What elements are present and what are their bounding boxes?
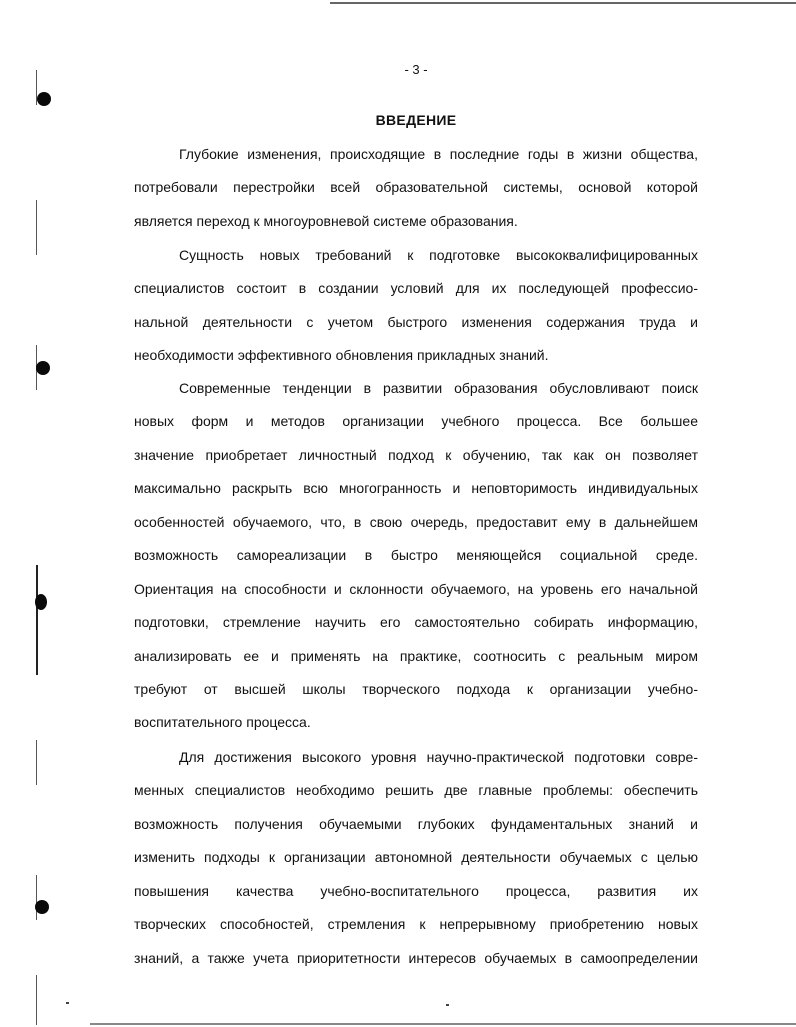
margin-line [36, 565, 38, 675]
text-line: творческих способностей, стремления к непрерывному приобретению новых [134, 916, 698, 933]
text-line: нальной деятельности с учетом быстрого изменения содержания труда и [134, 313, 698, 330]
scan-edge-bottom [90, 1023, 796, 1025]
section-heading: ВВЕДЕНИЕ [375, 112, 457, 128]
text-line: требуют от высшей школы творческого подхода к организации учебно- [134, 680, 698, 697]
punch-hole [35, 594, 47, 610]
margin-line [36, 975, 37, 1025]
text-line: Ориентация на способности и склонности обучаемого, на уровень его начальной [134, 580, 698, 597]
paragraph [134, 138, 698, 238]
text-line: Современные тенденции в развитии образования обусловливают поиск [179, 380, 698, 396]
text-line: является переход к многоуровневой системе образования. [134, 212, 518, 229]
scan-speck [446, 1004, 449, 1006]
text-line: возможность самореализации в быстро меняющейся социальной среде. [134, 547, 698, 564]
text-line: знаний, а также учета приоритетности интересов обучаемых в самоопределении [134, 949, 698, 966]
text-line: подготовки, стремление научить его самостоятельно собирать информацию, [134, 614, 698, 631]
text-line: Сущность новых требований к подготовке высококвалифицированных [179, 247, 698, 263]
text-line: анализировать ее и применять на практике, соотносить с реальным миром [134, 647, 698, 664]
text-line: Для достижения высокого уровня научно-практической подготовки совре- [179, 749, 698, 765]
margin-line [36, 200, 37, 255]
margin-line [36, 875, 37, 920]
text-line: необходимости эффективного обновления прикладных знаний. [134, 347, 549, 364]
scan-speck [66, 1002, 69, 1004]
text-line: менных специалистов необходимо решить две главные проблемы: обеспечить [134, 782, 698, 799]
scan-edge-top [330, 2, 796, 4]
page-number: - 3 - [404, 62, 428, 77]
margin-line [36, 740, 37, 785]
text-line: изменить подходы к организации автономной деятельности обучаемых с целью [134, 849, 698, 866]
text-line: особенностей обучаемого, что, в свою очередь, предоставит ему в дальнейшем [134, 513, 698, 530]
paragraph [134, 239, 698, 373]
text-line: максимально раскрыть всю многогранность и неповторимость индивидуальных [134, 480, 698, 497]
paragraph [134, 372, 698, 740]
punch-hole [36, 361, 50, 375]
text-line: новых форм и методов организации учебного процесса. Все большее [134, 413, 698, 430]
text-line: специалистов состоит в создании условий для их последующей профессио- [134, 280, 698, 297]
text-line: потребовали перестройки всей образовательной системы, основой которой [134, 179, 698, 196]
text-line: повышения качества учебно-воспитательного процесса, развития их [134, 882, 698, 899]
text-line: Глубокие изменения, происходящие в последние годы в жизни общества, [179, 146, 698, 162]
text-line: значение приобретает личностный подход к обучению, так как он позволяет [134, 446, 698, 463]
paragraph [134, 741, 698, 975]
text-line: возможность получения обучаемыми глубоких фундаментальных знаний и [134, 815, 698, 832]
punch-hole [35, 900, 49, 914]
punch-hole [37, 92, 51, 106]
text-line: воспитательного процесса. [134, 714, 311, 731]
